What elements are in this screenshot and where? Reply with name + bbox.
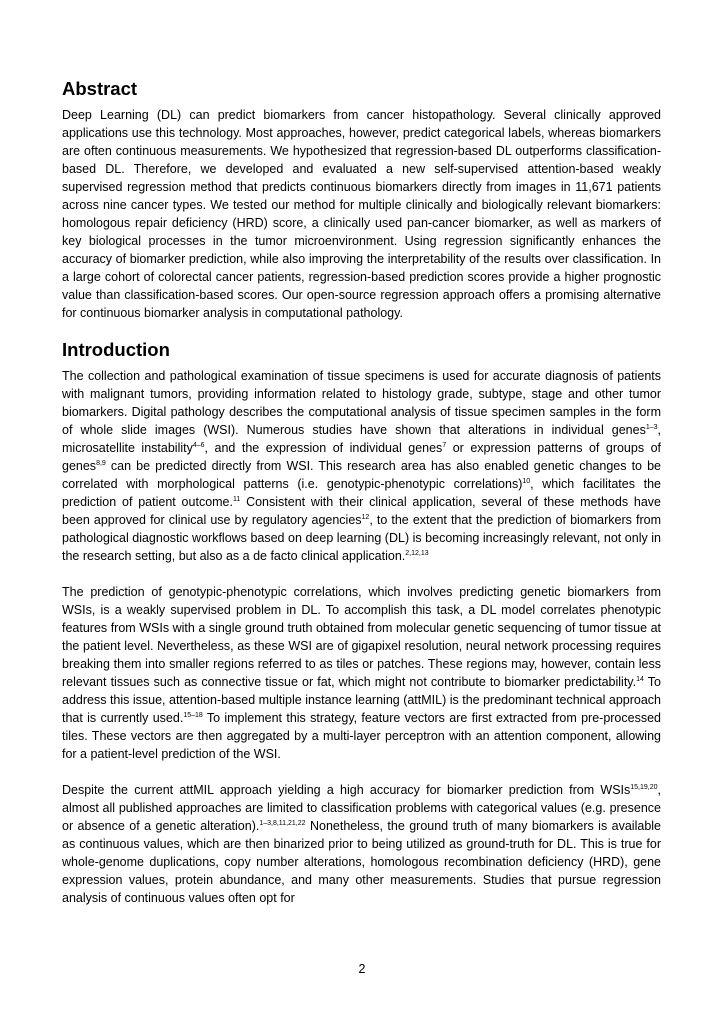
abstract-paragraph: Deep Learning (DL) can predict biomarkers from cancer histopathology. Several clinically approved applications use this technology. Most approaches, however, predict categorical labels, whereas biomarkers are often continuous measurements. We hypothesized that regression-based DL outperforms classification-based DL. Therefore, we developed and evaluated a new self-supervised attention-based weakly supervised regression method that predicts continuous biomarkers directly from images in 11,671 patients across nine cancer types. We tested our method for multiple clinically and biologically relevant biomarkers: homologous repair deficiency (HRD) score, a clinically used pan-cancer biomarker, as well as markers of key biological processes in the tumor microenvironment. Using regression significantly enhances the accuracy of biomarker prediction, while also improving the interpretability of the results over classification. In a large cohort of colorectal cancer patients, regression-based prediction scores provide a higher prognostic value than classification-based scores. Our open-source regression approach offers a promising alternative for continuous biomarker analysis in computational pathology. [62,108,661,320]
intro-p3-text-2: , almost all published approaches are limited to classification problems with categorical values (e.g. presence or absence of a genetic alteration). [62,783,661,833]
intro-p3-text-1: Despite the current attMIL approach yielding a high accuracy for biomarker prediction from WSIs [62,783,631,797]
citation-superscript: 12 [361,514,370,521]
citation-superscript: 11 [232,496,241,503]
intro-p1-text-5: can be predicted directly from WSI. This research area has also enabled genetic changes to be correlated with morphological patterns (i.e. genotypic-phenotypic correlations) [62,459,661,491]
citation-superscript: 7 [442,442,447,449]
abstract-heading: Abstract [62,78,138,99]
intro-p1-text-7: Consistent with their clinical application, several of these methods have been approved for clinical use by regulatory agencies [62,495,661,527]
citation-superscript: 10 [522,478,531,485]
intro-p2-text-2: To address this issue, attention-based multiple instance learning (attMIL) is the predominant technical approach that is currently used. [62,675,661,725]
introduction-paragraph-3 [62,781,661,907]
citation-superscript: 15–18 [183,712,203,719]
citation-superscript: 14 [636,676,644,683]
introduction-paragraph-2 [62,583,661,763]
introduction-heading: Introduction [62,339,170,360]
citation-superscript: 1–3,8,11,21,22 [259,820,306,827]
intro-p1-text-1: The collection and pathological examination of tissue specimens is used for accurate diagnosis of patients with malignant tumors, providing information related to histology grade, subtype, stage and other tumor biomarkers. Digital pathology describes the computational analysis of tissue specimen samples in the form of whole slide images (WSI). Numerous studies have shown that alterations in individual genes [62,369,661,437]
intro-p1-text-8: , to the extent that the prediction of biomarkers from pathological diagnostic workflows based on deep learning (DL) is becoming increasingly relevant, not only in the research setting, but also as a de facto clinical application. [62,513,661,563]
intro-p1-text-2: , microsatellite instability [62,423,661,455]
intro-p1-text-3: , and the expression of individual genes [204,441,443,455]
intro-p2-text-1: The prediction of genotypic-phenotypic correlations, which involves predicting genetic biomarkers from WSIs, is a weakly supervised problem in DL. To accomplish this task, a DL model correlates phenotypic features from WSIs with a single ground truth obtained from molecular genetic sequencing of tumor tissue at the patient level. Nevertheless, as these WSI are of gigapixel resolution, neural network processing requires breaking them into smaller regions referred to as tiles or patches. These regions may, however, contain less relevant tissues such as connective tissue or fat, which might not contribute to biomarker predictability. [62,585,661,689]
citation-superscript: 4–6 [192,442,205,449]
page-content [62,78,661,907]
citation-superscript: 8,9 [96,460,106,467]
page-number: 2 [358,962,366,976]
citation-superscript: 15,19,20 [630,784,658,791]
intro-p2-text-3: To implement this strategy, feature vectors are first extracted from pre-processed tiles. These vectors are then aggregated by a multi-layer perceptron with an attention component, allowing for a patient-level prediction of the WSI. [62,711,661,761]
intro-p1-text-4: or expression patterns of groups of genes [62,441,662,473]
citation-superscript: 1–3 [645,424,658,431]
introduction-paragraph-1 [62,367,661,565]
citation-superscript: 2,12,13 [405,550,429,557]
intro-p3-text-3: Nonetheless, the ground truth of many biomarkers is available as continuous values, which are then binarized prior to being utilized as ground-truth for DL. This is true for whole-genome duplications, copy number alterations, homologous recombination deficiency (HRD), gene expression values, protein abundance, and many other measurements. Studies that pursue regression analysis of continuous values often opt for [62,819,661,905]
intro-p1-text-6: , which facilitates the prediction of patient outcome. [62,477,661,509]
